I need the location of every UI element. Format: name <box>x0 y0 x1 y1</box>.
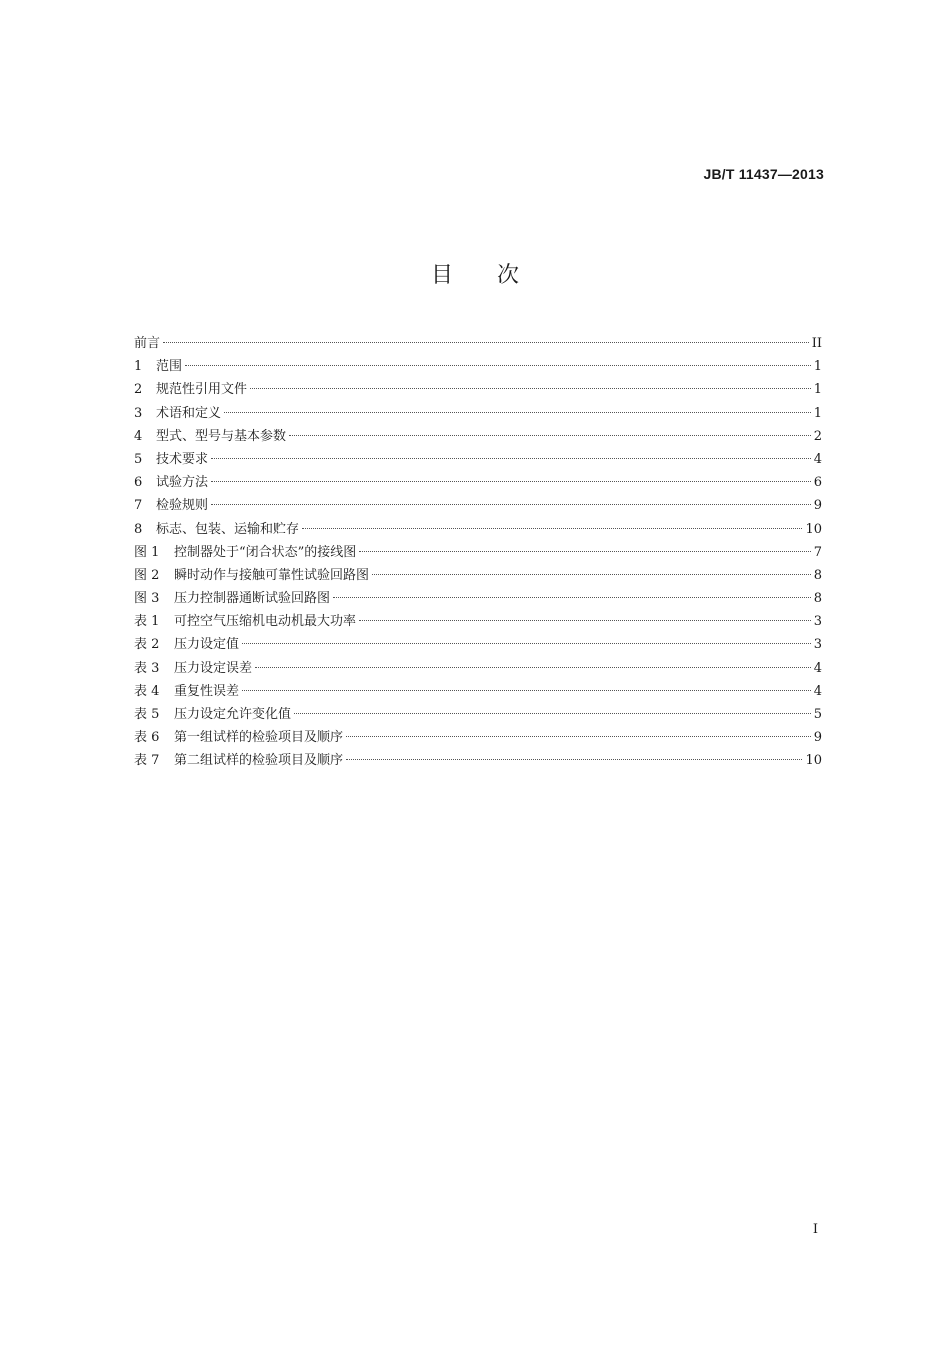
toc-entry-number: 2 <box>134 382 143 398</box>
toc-dot-leader <box>255 667 811 668</box>
toc-entry-title: 第一组试样的检验项目及顺序 <box>174 730 344 746</box>
toc-entry-label <box>134 587 330 610</box>
toc-dot-leader <box>359 620 811 621</box>
toc-entry-number: 1 <box>134 359 143 375</box>
toc-dot-leader <box>163 342 809 343</box>
toc-entry-page: 10 <box>805 521 822 537</box>
toc-entry-title: 瞬时动作与接触可靠性试验回路图 <box>174 567 370 583</box>
toc-entry-page: 4 <box>813 451 822 467</box>
toc-entry-title: 标志、包装、运输和贮存 <box>156 521 300 537</box>
toc-entry-number: 图 2 <box>134 567 160 583</box>
toc-entry-title: 试验方法 <box>156 475 209 491</box>
toc-entry[interactable] <box>134 587 822 610</box>
toc-entry-page: 6 <box>813 475 822 491</box>
toc-entry-label <box>134 541 356 564</box>
toc-dot-leader <box>211 504 811 505</box>
toc-entry-number: 6 <box>134 475 143 491</box>
toc-entry-page: 9 <box>813 730 822 746</box>
toc-entry-number: 3 <box>134 405 143 421</box>
toc-entry-page: 3 <box>813 614 822 630</box>
toc-entry-title: 可控空气压缩机电动机最大功率 <box>174 614 357 630</box>
toc-entry-label <box>134 378 247 401</box>
toc-entry-number: 5 <box>134 451 143 467</box>
toc-entry-title: 控制器处于“闭合状态”的接线图 <box>174 544 357 560</box>
toc-dot-leader <box>224 412 811 413</box>
toc-entry-title: 术语和定义 <box>156 405 222 421</box>
toc-entry[interactable] <box>134 703 822 726</box>
toc-dot-leader <box>302 528 802 529</box>
toc-dot-leader <box>250 388 811 389</box>
toc-entry-page: 10 <box>805 753 822 769</box>
toc-entry-page: 4 <box>813 683 822 699</box>
toc-entry-title: 技术要求 <box>156 451 209 467</box>
toc-entry-label <box>134 494 208 517</box>
toc-entry-page: 3 <box>813 637 822 653</box>
toc-entry-label <box>134 703 291 726</box>
toc-dot-leader <box>346 759 802 760</box>
toc-entry-number: 表 5 <box>134 707 160 722</box>
toc-entry-label <box>134 471 208 494</box>
toc-entry-number: 表 2 <box>134 637 160 653</box>
toc-entry-number: 表 1 <box>134 614 160 630</box>
toc-entry[interactable] <box>134 518 822 541</box>
toc-entry-page: 2 <box>813 428 822 444</box>
toc-entry-page: 1 <box>813 359 822 375</box>
toc-entry-page: 8 <box>813 567 822 583</box>
toc-entry-label <box>134 749 343 772</box>
toc-entry-page: 5 <box>813 707 822 722</box>
toc-entry-title: 压力设定允许变化值 <box>174 707 292 722</box>
toc-entry[interactable] <box>134 633 822 656</box>
toc-entry-page: 7 <box>813 544 822 560</box>
toc-entry[interactable] <box>134 471 822 494</box>
toc-dot-leader <box>242 690 811 691</box>
toc-entry-number: 8 <box>134 521 143 537</box>
toc-entry-label <box>134 564 369 587</box>
toc-entry-title: 压力控制器通断试验回路图 <box>174 591 331 607</box>
toc-dot-leader <box>185 365 811 366</box>
toc-entry-number: 图 1 <box>134 544 160 560</box>
toc-entry-number: 7 <box>134 498 143 514</box>
toc-entry[interactable] <box>134 610 822 633</box>
toc-entry[interactable] <box>134 541 822 564</box>
toc-entry-label <box>134 680 239 703</box>
toc-dot-leader <box>346 736 811 737</box>
toc-dot-leader <box>211 458 811 459</box>
toc-entry[interactable] <box>134 355 822 378</box>
toc-entry[interactable] <box>134 657 822 680</box>
toc-entry-number: 表 6 <box>134 730 160 746</box>
toc-dot-leader <box>211 481 811 482</box>
toc-entry-page: 4 <box>813 660 822 676</box>
toc-entry-page: II <box>811 336 822 351</box>
toc-entry-label <box>134 402 221 425</box>
toc-entry-label <box>134 518 299 541</box>
toc-entry-title: 检验规则 <box>156 498 209 514</box>
toc-entry-label <box>134 425 286 448</box>
toc-entry-page: 8 <box>813 591 822 607</box>
toc-entry-title: 范围 <box>156 359 183 375</box>
standard-code: JB/T 11437—2013 <box>703 166 824 182</box>
toc-dot-leader <box>289 435 811 436</box>
toc-entry-label <box>134 448 208 471</box>
toc-dot-leader <box>333 597 811 598</box>
toc-entry[interactable] <box>134 726 822 749</box>
toc-entry-title: 第二组试样的检验项目及顺序 <box>174 753 344 769</box>
toc-entry-title: 规范性引用文件 <box>156 382 248 398</box>
toc-dot-leader <box>359 551 810 552</box>
toc-dot-leader <box>372 574 811 575</box>
toc-entry-number: 4 <box>134 428 143 444</box>
toc-entry-label <box>134 355 182 378</box>
toc-entry[interactable] <box>134 564 822 587</box>
toc-entry[interactable] <box>134 332 822 355</box>
toc-entry[interactable] <box>134 680 822 703</box>
toc-entry-label <box>134 633 239 656</box>
toc-entry[interactable] <box>134 402 822 425</box>
toc-entry-title: 压力设定误差 <box>174 660 253 676</box>
toc-title: 目次 <box>430 263 563 288</box>
toc-entry-label <box>134 332 160 355</box>
toc-entry-page: 1 <box>813 405 822 421</box>
toc-entry-number: 表 7 <box>134 753 160 769</box>
toc-entry-title: 压力设定值 <box>174 637 240 653</box>
toc-entry-label <box>134 610 356 633</box>
toc-entry-title: 前言 <box>134 336 161 351</box>
toc-dot-leader <box>294 713 811 714</box>
toc-entry[interactable] <box>134 749 822 772</box>
toc-entry[interactable] <box>134 425 822 448</box>
toc-dot-leader <box>242 643 811 644</box>
toc-entry[interactable] <box>134 378 822 401</box>
toc-entry-number: 表 4 <box>134 683 160 699</box>
toc-entry-page: 9 <box>813 498 822 514</box>
toc-entry[interactable] <box>134 494 822 517</box>
toc-entry-label <box>134 726 343 749</box>
toc-entry-number: 表 3 <box>134 660 160 676</box>
toc-entry-label <box>134 657 252 680</box>
table-of-contents <box>134 332 822 773</box>
page-number: I <box>812 1222 818 1237</box>
toc-entry-title: 重复性误差 <box>174 683 240 699</box>
toc-entry-number: 图 3 <box>134 591 160 607</box>
toc-entry-page: 1 <box>813 382 822 398</box>
toc-entry-title: 型式、型号与基本参数 <box>156 428 287 444</box>
toc-entry[interactable] <box>134 448 822 471</box>
